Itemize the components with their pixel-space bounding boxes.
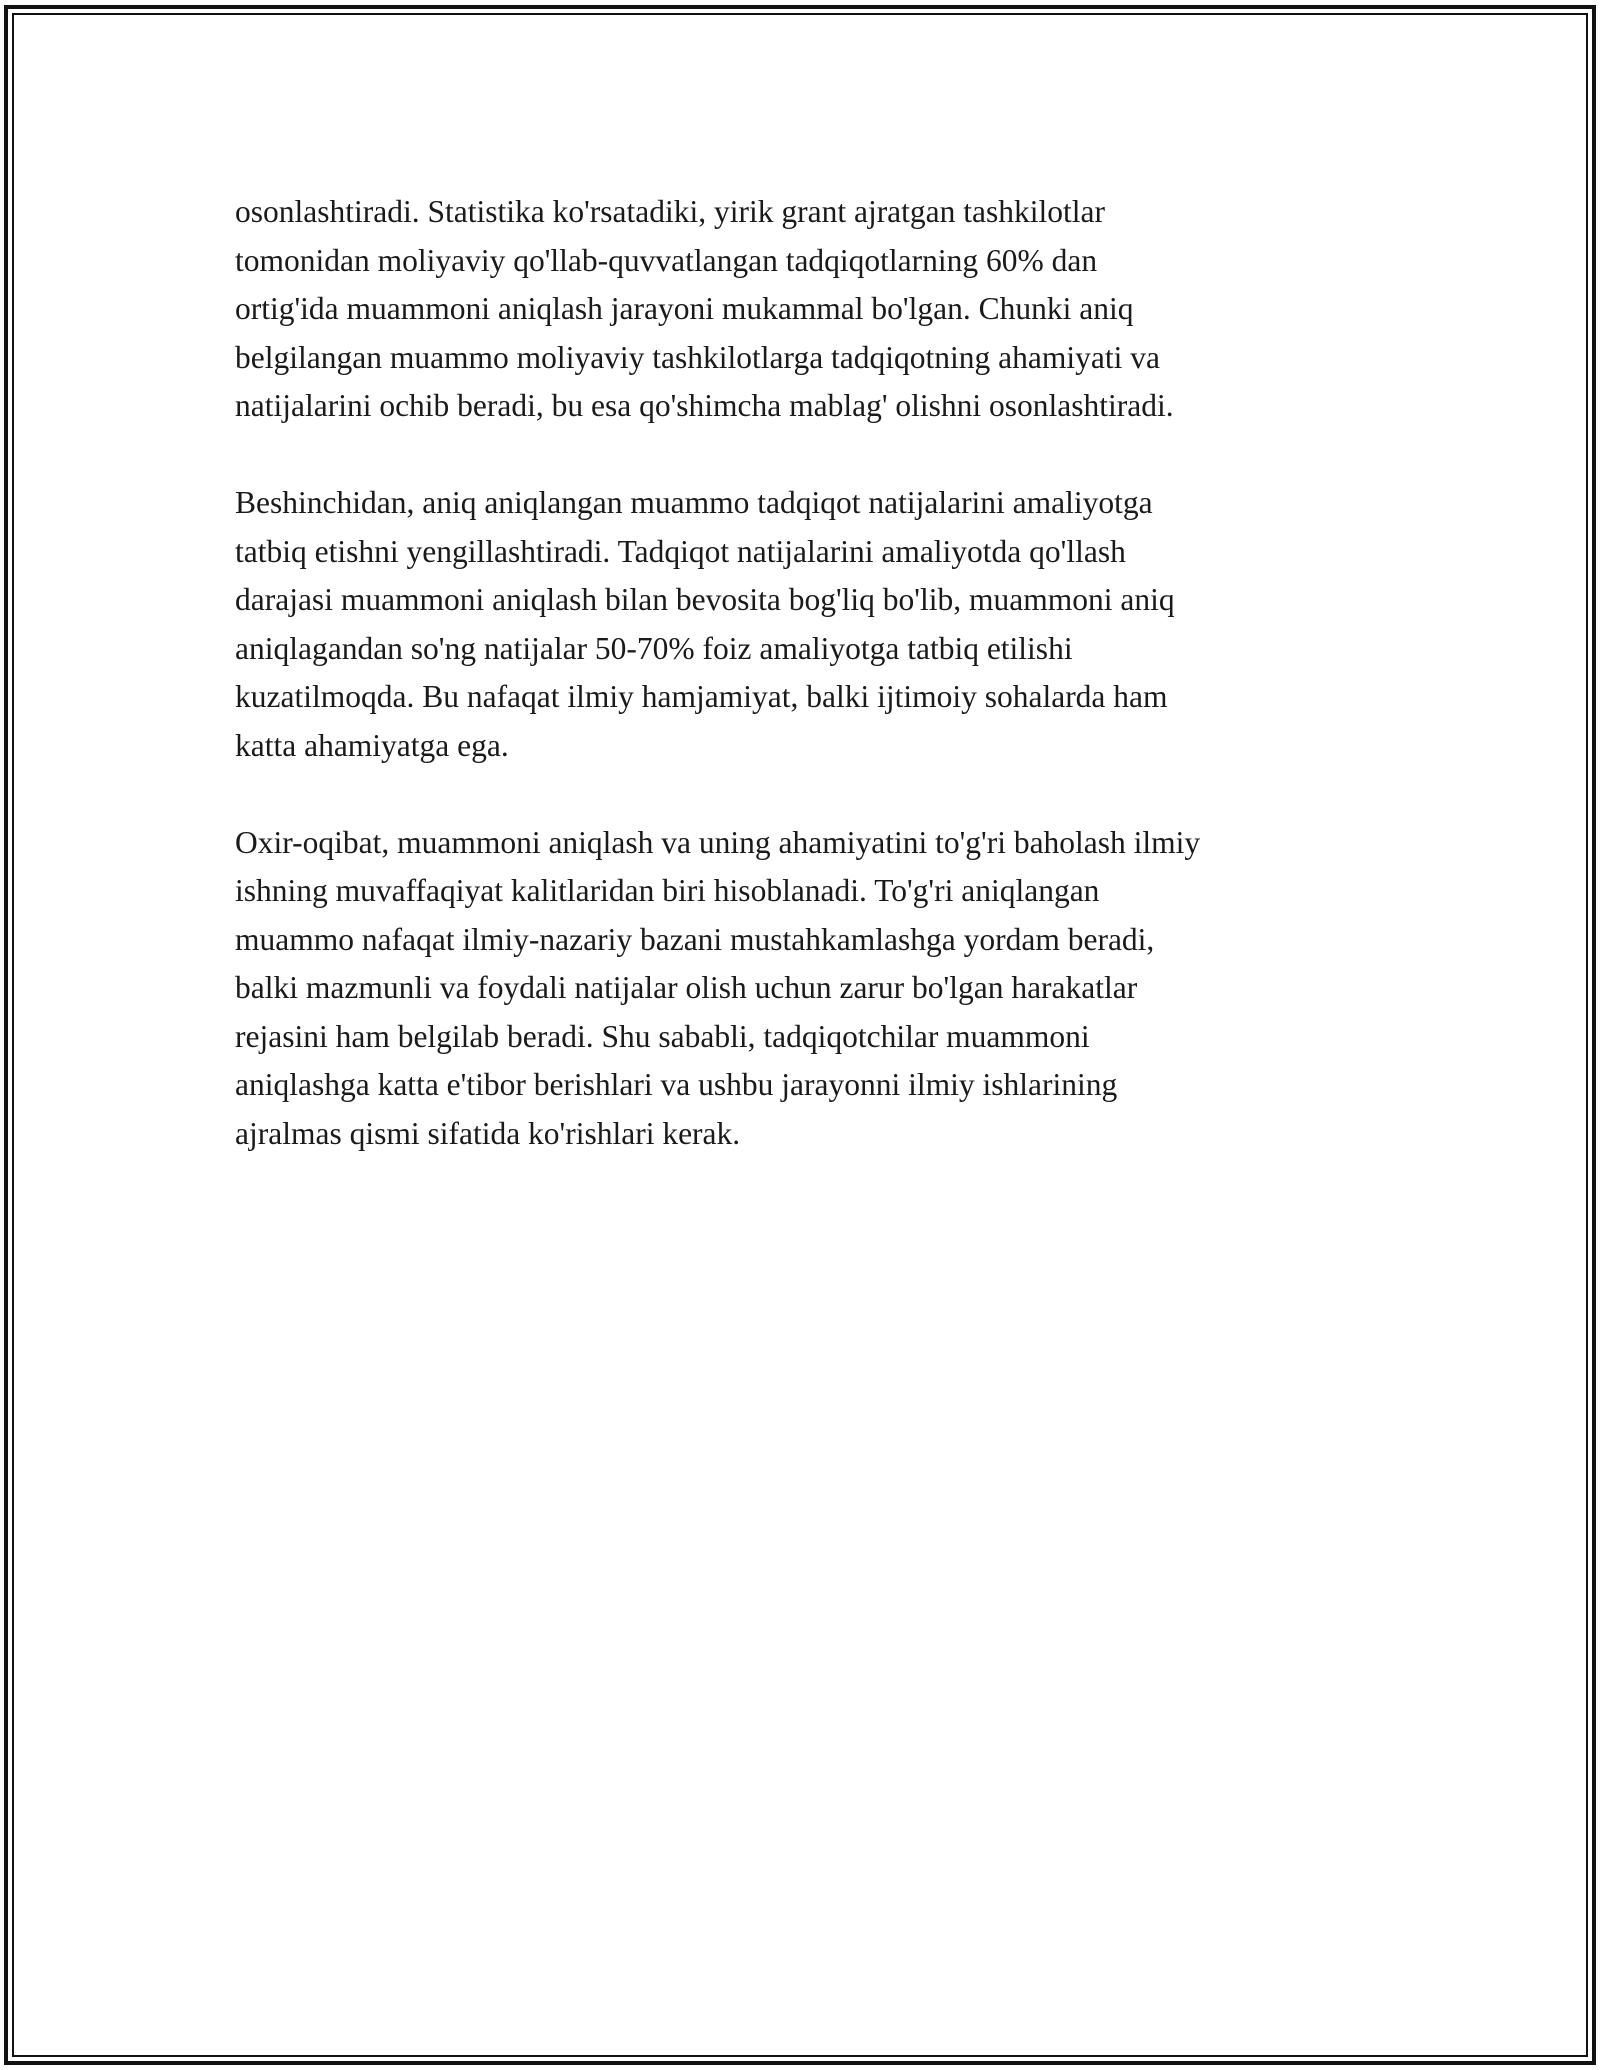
paragraph-2 — [235, 479, 1380, 770]
text-line: kuzatilmoqda. Bu nafaqat ilmiy hamjamiyat, balki ijtimoiy sohalarda ham — [235, 679, 1168, 714]
text-line: aniqlagandan so'ng natijalar 50-70% foiz amaliyotga tatbiq etilishi — [235, 630, 1073, 666]
text-line: tatbiq etishni yengillashtiradi. Tadqiqot natijalarini amaliyotda qo'llash — [235, 533, 1126, 569]
text-line: Oxir-oqibat, muammoni aniqlash va uning ahamiyatini to'g'ri baholash ilmiy — [235, 824, 1201, 860]
text-line: ortig'ida muammoni aniqlash jarayoni mukammal bo'lgan. Chunki aniq — [235, 291, 1134, 326]
text-line: aniqlashga katta e'tibor berishlari va ushbu jarayonni ilmiy ishlarining — [235, 1067, 1118, 1102]
text-line: ajralmas qismi sifatida ko'rishlari kerak. — [235, 1115, 741, 1151]
text-line: ishning muvaffaqiyat kalitlaridan biri hisoblanadi. To'g'ri aniqlangan — [235, 873, 1100, 908]
text-line: muammo nafaqat ilmiy-nazariy bazani mustahkamlashga yordam beradi, — [235, 921, 1155, 957]
text-line: tomonidan moliyaviy qo'llab-quvvatlangan tadqiqotlarning 60% dan — [235, 242, 1098, 278]
paragraph-1 — [235, 188, 1380, 431]
text-line: rejasini ham belgilab beradi. Shu sababli, tadqiqotchilar muammoni — [235, 1018, 1090, 1054]
text-line: katta ahamiyatga ega. — [235, 727, 509, 763]
text-line: Beshinchidan, aniq aniqlangan muammo tadqiqot natijalarini amaliyotga — [235, 485, 1153, 520]
text-line: osonlashtiradi. Statistika ko'rsatadiki, yirik grant ajratgan tashkilotlar — [235, 194, 1105, 229]
paragraph-3 — [235, 819, 1380, 1159]
document-body — [235, 188, 1380, 1207]
text-line: balki mazmunli va foydali natijalar olish uchun zarur bo'lgan harakatlar — [235, 970, 1138, 1005]
text-line: natijalarini ochib beradi, bu esa qo'shimcha mablag' olishni osonlashtiradi. — [235, 388, 1174, 423]
text-line: belgilangan muammo moliyaviy tashkilotlarga tadqiqotning ahamiyati va — [235, 339, 1160, 375]
text-line: darajasi muammoni aniqlash bilan bevosita bog'liq bo'lib, muammoni aniq — [235, 582, 1175, 617]
